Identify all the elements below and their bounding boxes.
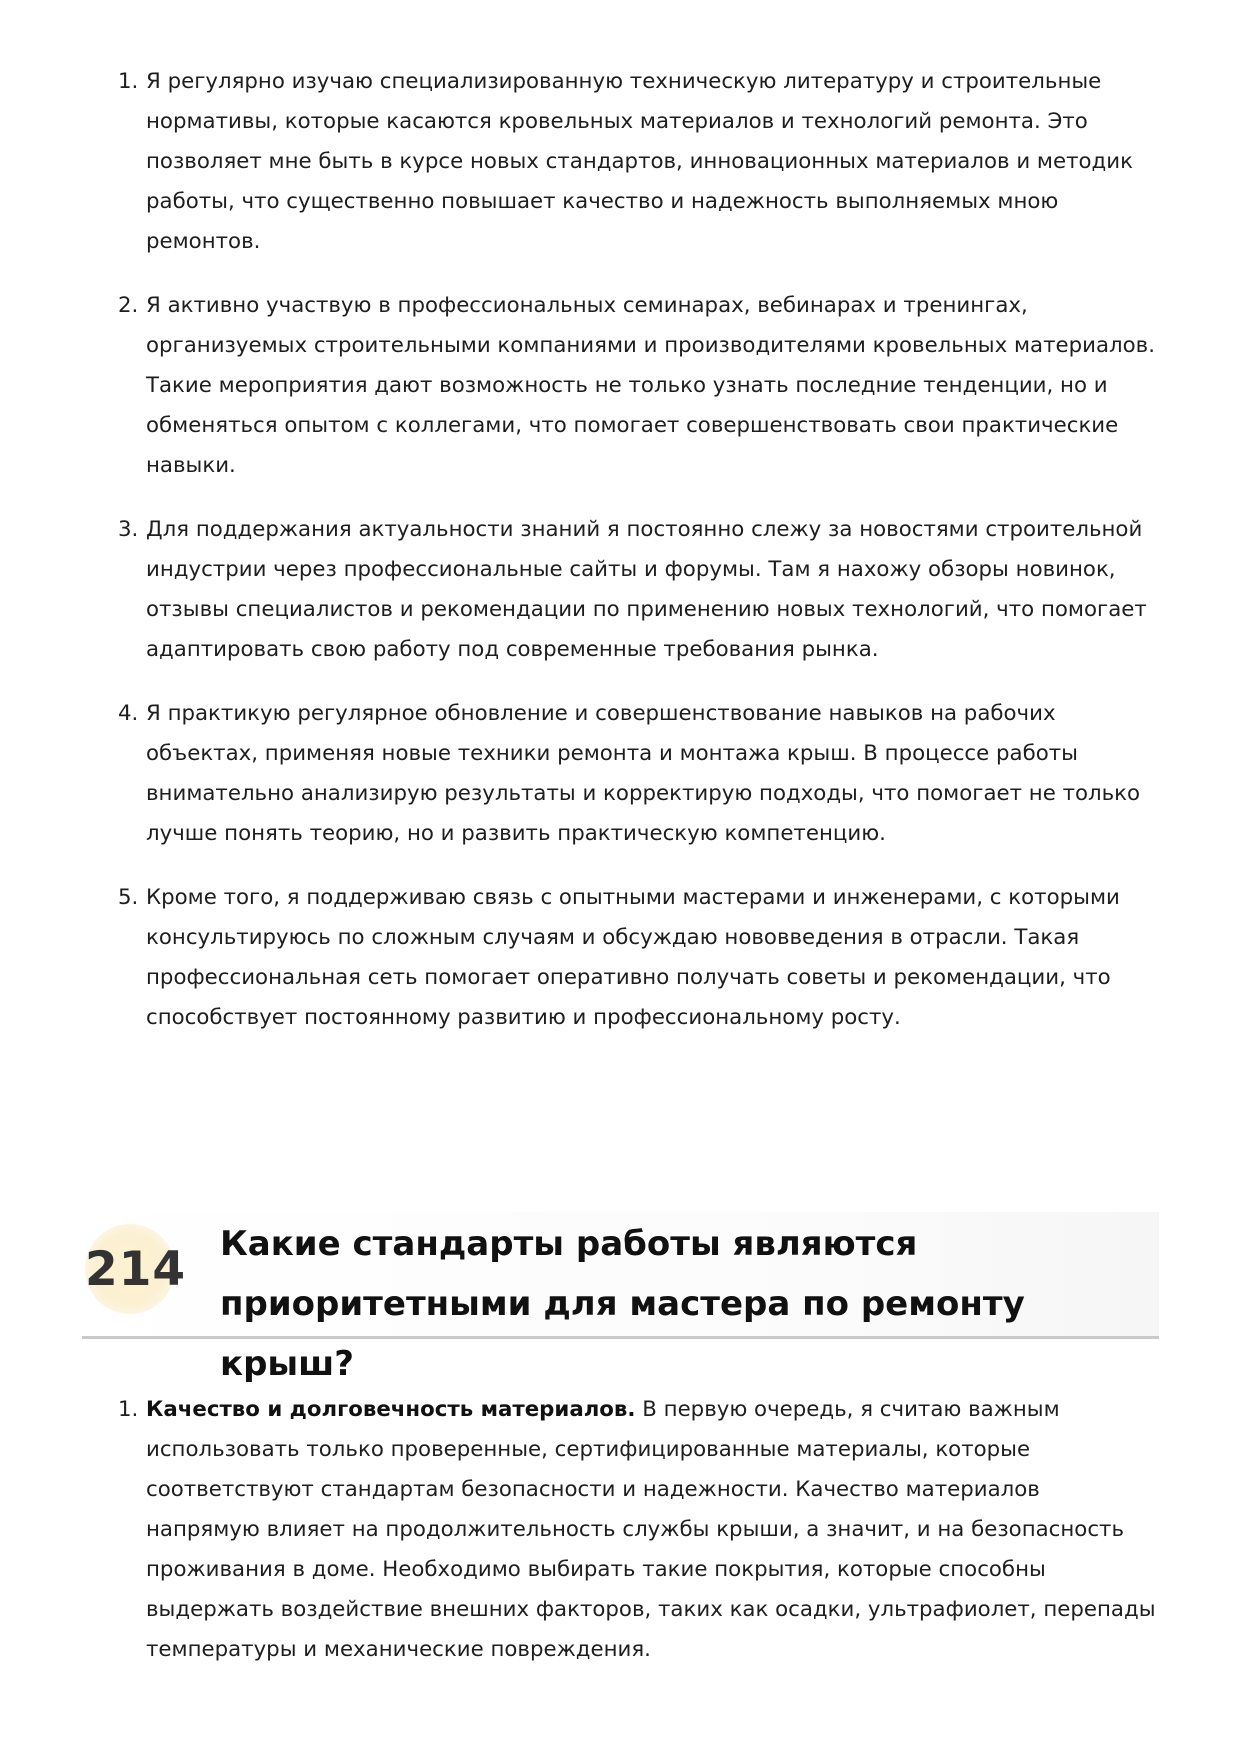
- list-item: [118, 1390, 1158, 1670]
- list-item-number: 1.: [118, 1397, 139, 1422]
- list-item-number: 3.: [118, 517, 139, 542]
- question-title: Какие стандарты работы являются приоритетными для мастера по ремонту крыш?: [220, 1224, 1025, 1384]
- list-item-text: Я практикую регулярное обновление и совершенствование навыков на рабочих объектах, применяя новые техники ремонта и монтажа крыш. В процессе работы внимательно анализирую результаты и корректирую подходы, что помогает не только лучше понять теорию, но и развить практическую компетенцию.: [146, 701, 1141, 846]
- list-item: [118, 286, 1158, 486]
- list-item: [118, 510, 1158, 670]
- question-header: [82, 1212, 1159, 1384]
- question-number: 214: [85, 1242, 187, 1297]
- list-item: [118, 878, 1158, 1038]
- list-item-text: Кроме того, я поддерживаю связь с опытными мастерами и инженерами, с которыми консультируюсь по сложным случаям и обсуждаю нововведения в отрасли. Такая профессиональная сеть помогает оперативно получать советы и рекомендации, что способствует постоянному развитию и профессиональному росту.: [146, 885, 1120, 1030]
- list-item: [118, 62, 1158, 262]
- answer-list: [118, 1390, 1158, 1694]
- list-item-text: Я активно участвую в профессиональных семинарах, вебинарах и тренингах, организуемых строительными компаниями и производителями кровельных материалов. Такие мероприятия дают возможность не только узнать последние тенденции, но и обменяться опытом с коллегами, что помогает совершенствовать свои практические навыки.: [146, 293, 1155, 478]
- list-item-text: Я регулярно изучаю специализированную техническую литературу и строительные нормативы, которые касаются кровельных материалов и технологий ремонта. Это позволяет мне быть в курсе новых стандартов, инновационных материалов и методик работы, что существенно повышает качество и надежность выполняемых мною ремонтов.: [146, 69, 1133, 254]
- list-item-number: 1.: [118, 69, 139, 94]
- list-item-number: 2.: [118, 293, 139, 318]
- answer-list: [118, 62, 1158, 1062]
- list-item-text: В первую очередь, я считаю важным использовать только проверенные, сертифицированные материалы, которые соответствуют стандартам безопасности и надежности. Качество материалов напрямую влияет на продолжительность службы крыши, а значит, и на безопасность проживания в доме. Необходимо выбирать такие покрытия, которые способны выдержать воздействие внешних факторов, таких как осадки, ультрафиолет, перепады температуры и механические повреждения.: [146, 1397, 1156, 1662]
- list-item-lead: Качество и долговечность материалов.: [146, 1397, 636, 1422]
- list-item: [118, 694, 1158, 854]
- list-item-text: Для поддержания актуальности знаний я постоянно слежу за новостями строительной индустрии через профессиональные сайты и форумы. Там я нахожу обзоры новинок, отзывы специалистов и рекомендации по применению новых технологий, что помогает адаптировать свою работу под современные требования рынка.: [146, 517, 1147, 662]
- list-item-number: 5.: [118, 885, 139, 910]
- list-item-number: 4.: [118, 701, 139, 726]
